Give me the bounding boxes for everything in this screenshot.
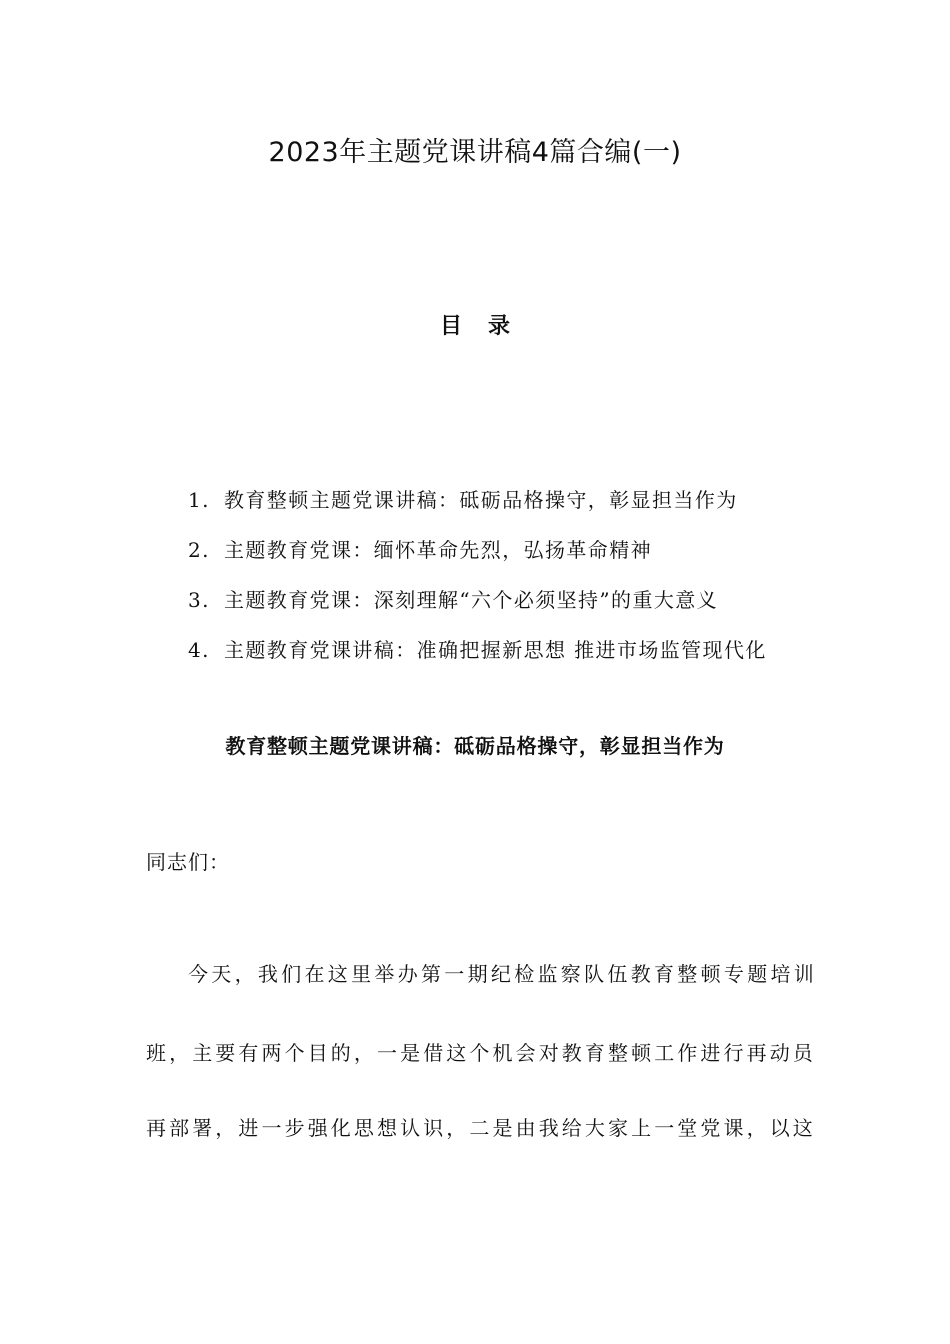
toc-item <box>188 634 767 684</box>
toc-item-number: 3. <box>188 588 210 612</box>
toc-item-text: 主题教育党课：缅怀革命先烈，弘扬革命精神 <box>224 538 652 562</box>
salutation: 同志们： <box>146 850 230 874</box>
toc-item <box>188 534 767 584</box>
body-text-line: 今天，我们在这里举办第一期纪检监察队伍教育整顿专题培训 <box>188 962 818 986</box>
document-title: 2023年主题党课讲稿4篇合编(一) <box>268 137 682 168</box>
toc-item-number: 1. <box>188 488 210 512</box>
table-of-contents <box>188 484 767 684</box>
body-text-line: 班，主要有两个目的，一是借这个机会对教育整顿工作进行再动员 <box>146 1041 816 1065</box>
toc-item-text: 主题教育党课讲稿：准确把握新思想 推进市场监管现代化 <box>224 638 767 662</box>
toc-item <box>188 484 767 534</box>
toc-item-number: 2. <box>188 538 210 562</box>
toc-item-text: 主题教育党课：深刻理解“六个必须坚持”的重大意义 <box>224 588 719 612</box>
toc-item-text: 教育整顿主题党课讲稿：砥砺品格操守，彰显担当作为 <box>224 488 738 512</box>
toc-heading: 目录 <box>439 314 536 339</box>
toc-item <box>188 584 767 634</box>
body-text-line: 再部署，进一步强化思想认识，二是由我给大家上一堂党课，以这 <box>146 1116 816 1140</box>
toc-item-number: 4. <box>188 638 210 662</box>
section-title: 教育整顿主题党课讲稿：砥砺品格操守，彰显担当作为 <box>225 734 725 758</box>
